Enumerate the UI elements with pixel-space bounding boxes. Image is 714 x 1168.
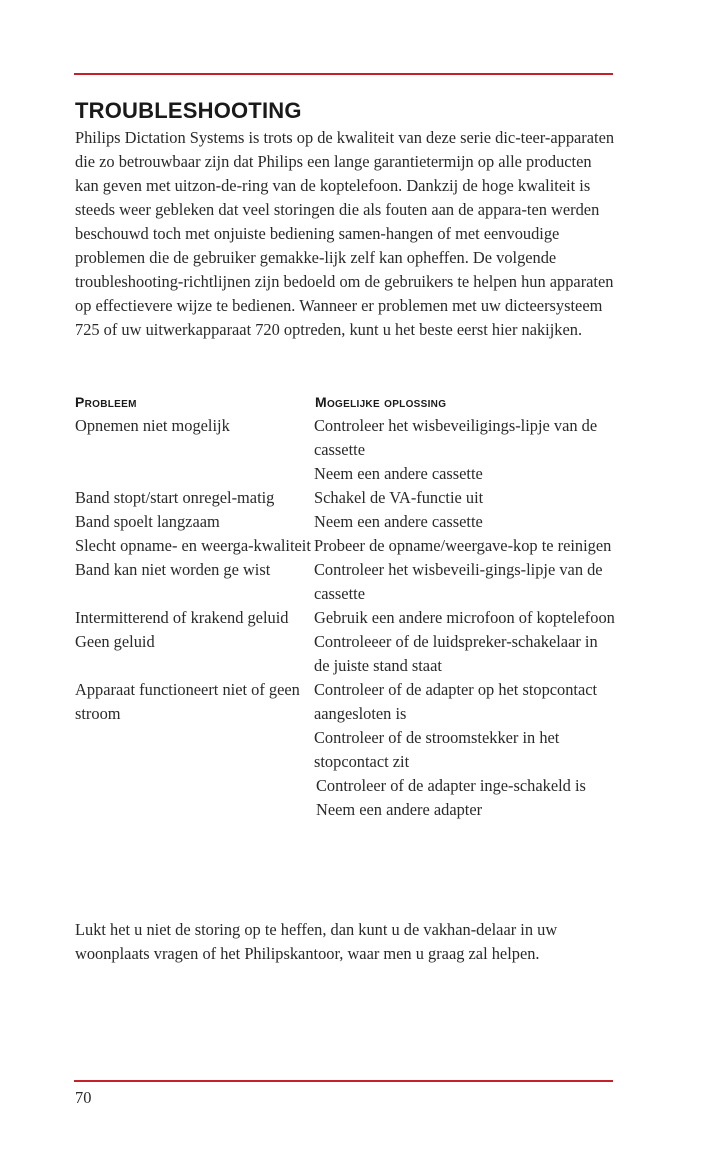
solution-line: Gebruik een andere microfoon of koptelefoon bbox=[314, 608, 615, 627]
problem-cell: Band spoelt langzaam bbox=[75, 512, 220, 531]
solution-cell bbox=[314, 534, 615, 558]
problem-cell: Band stopt/start onregel-matig bbox=[75, 488, 275, 507]
solution-line: Controleeer of de luidspreker-schakelaar in de juiste stand staat bbox=[314, 632, 598, 675]
solution-cell bbox=[314, 558, 615, 606]
problem-cell: Intermitterend of krakend geluid bbox=[75, 608, 289, 627]
solution-cell bbox=[314, 630, 615, 678]
solution-cell bbox=[314, 486, 615, 510]
page-title: TROUBLESHOOTING bbox=[75, 98, 302, 123]
table-row bbox=[75, 510, 615, 534]
table-row bbox=[75, 606, 615, 630]
solution-cell bbox=[314, 414, 615, 486]
table-row bbox=[75, 486, 615, 510]
page-number: 70 bbox=[75, 1088, 92, 1107]
column-header-solution: Mogelijke oplossing bbox=[315, 394, 447, 410]
solution-line: Neem een andere adapter bbox=[316, 800, 483, 819]
solution-cell bbox=[314, 678, 615, 822]
solution-line: Controleer of de stroomstekker in het stopcontact zit bbox=[314, 728, 560, 771]
solution-line: Controleer of de adapter op het stopcontact aangesloten is bbox=[314, 680, 598, 723]
solution-line: Schakel de VA-functie uit bbox=[314, 488, 484, 507]
table-row bbox=[75, 534, 615, 558]
top-red-rule bbox=[74, 73, 613, 75]
solution-line: Controleer of de adapter inge-schakeld is bbox=[316, 776, 586, 795]
solution-cell bbox=[314, 510, 615, 534]
intro-paragraph: Philips Dictation Systems is trots op de kwaliteit van deze serie dic-teer-apparaten die zo betrouwbaar zijn dat Philips een lange garantietermijn op alle producten kan geven met uitzon-de-ring van de koptelefoon. Dankzij de hoge kwaliteit is steeds weer gebleken dat veel storingen die als fouten aan de appara-ten werden beschouwd toch met onjuiste bediening samen-hangen of met eenvoudige problemen die de gebruiker gemakke-lijk zelf kan opheffen. De volgende troubleshooting-richtlijnen zijn bedoeld om de gebruikers te helpen hun apparaten op effectievere wijze te bedienen. Wanneer er problemen met uw dicteersysteem 725 of uw uitwerkapparaat 720 optreden, kunt u het beste eerst hier nakijken. bbox=[75, 128, 615, 339]
bottom-red-rule bbox=[74, 1080, 613, 1082]
column-header-problem: Probleem bbox=[75, 394, 137, 410]
table-row bbox=[75, 678, 615, 822]
problem-cell: Band kan niet worden ge wist bbox=[75, 560, 271, 579]
troubleshooting-table bbox=[75, 414, 615, 822]
table-row bbox=[75, 630, 615, 678]
solution-line: Controleer het wisbeveili-gings-lipje van de cassette bbox=[314, 560, 603, 603]
problem-cell: Slecht opname- en weerga-kwaliteit bbox=[75, 536, 311, 555]
closing-paragraph: Lukt het u niet de storing op te heffen, dan kunt u de vakhan-delaar in uw woonplaats vragen of het Philipskantoor, waar men u graag zal helpen. bbox=[75, 920, 558, 963]
solution-line: Controleer het wisbeveiligings-lipje van de cassette bbox=[314, 416, 598, 459]
solution-line: Neem een andere cassette bbox=[314, 464, 483, 483]
problem-cell: Apparaat functioneert niet of geen stroom bbox=[75, 680, 300, 723]
table-row bbox=[75, 558, 615, 606]
problem-cell: Geen geluid bbox=[75, 632, 155, 651]
solution-line: Probeer de opname/weergave-kop te reinigen bbox=[314, 536, 612, 555]
table-row bbox=[75, 414, 615, 486]
solution-cell bbox=[314, 606, 615, 630]
problem-cell: Opnemen niet mogelijk bbox=[75, 416, 230, 435]
solution-line: Neem een andere cassette bbox=[314, 512, 483, 531]
